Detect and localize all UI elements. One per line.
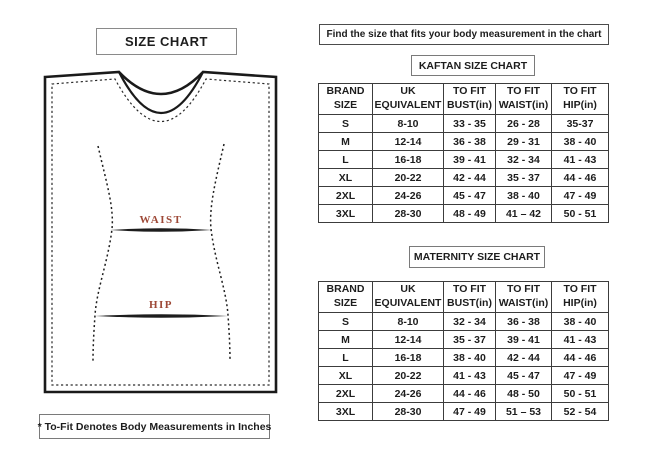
column-header-line: UK xyxy=(400,283,416,296)
table-cell: 35-37 xyxy=(552,115,609,133)
table-cell: 41 - 43 xyxy=(552,151,609,169)
table-cell: 52 - 54 xyxy=(552,403,609,421)
table-cell: L xyxy=(319,151,373,169)
table-cell: 44 - 46 xyxy=(552,169,609,187)
table-cell: 8-10 xyxy=(373,115,444,133)
table-cell: 26 - 28 xyxy=(496,115,552,133)
table-cell: 48 - 50 xyxy=(496,385,552,403)
column-header-line: HIP(in) xyxy=(563,297,597,309)
table-cell: 38 - 40 xyxy=(552,133,609,151)
table-cell: 42 - 44 xyxy=(496,349,552,367)
table-cell: 50 - 51 xyxy=(552,385,609,403)
column-header-line: WAIST(in) xyxy=(498,297,549,309)
body-silhouette-right xyxy=(211,144,230,361)
table-cell: L xyxy=(319,349,373,367)
table-cell: XL xyxy=(319,169,373,187)
table-cell: 20-22 xyxy=(373,367,444,385)
column-header xyxy=(496,282,552,313)
table-cell: 29 - 31 xyxy=(496,133,552,151)
size-chart-title-box xyxy=(96,28,237,55)
table-cell: M xyxy=(319,331,373,349)
body-silhouette-left xyxy=(93,146,112,361)
column-header xyxy=(373,84,444,115)
table-cell: 2XL xyxy=(319,187,373,205)
table-cell: 36 - 38 xyxy=(444,133,496,151)
column-header xyxy=(319,282,373,313)
column-header-line: TO FIT xyxy=(563,85,597,98)
table-cell: S xyxy=(319,115,373,133)
table-row xyxy=(319,385,609,403)
column-header-line: BUST(in) xyxy=(447,99,492,111)
table-cell: 51 – 53 xyxy=(496,403,552,421)
table-cell: 28-30 xyxy=(373,205,444,223)
table-cell: 12-14 xyxy=(373,133,444,151)
table-cell: 35 - 37 xyxy=(444,331,496,349)
instruction-box xyxy=(319,24,609,45)
table-cell: 42 - 44 xyxy=(444,169,496,187)
header-row xyxy=(319,84,609,115)
table-cell: 32 - 34 xyxy=(496,151,552,169)
maternity-size-table xyxy=(318,281,609,421)
garment-outline xyxy=(45,72,276,392)
footnote-box xyxy=(39,414,270,439)
table-cell: 48 - 49 xyxy=(444,205,496,223)
table-cell: 44 - 46 xyxy=(444,385,496,403)
size-chart-title: SIZE CHART xyxy=(125,34,208,49)
table-row xyxy=(319,151,609,169)
maternity-chart-title-box xyxy=(409,246,545,268)
column-header-line: WAIST(in) xyxy=(498,99,549,111)
inner-stitch-line xyxy=(52,79,269,385)
column-header-line: EQUIVALENT xyxy=(374,99,442,111)
table-cell: 12-14 xyxy=(373,331,444,349)
table-cell: 38 - 40 xyxy=(496,187,552,205)
column-header-line: BRAND xyxy=(326,283,365,296)
table-row xyxy=(319,349,609,367)
column-header xyxy=(552,84,609,115)
column-header xyxy=(444,282,496,313)
table-cell: 3XL xyxy=(319,205,373,223)
table-row xyxy=(319,205,609,223)
kaftan-chart-title: KAFTAN SIZE CHART xyxy=(418,59,528,72)
waist-line xyxy=(110,228,212,231)
kaftan-size-table xyxy=(318,83,609,223)
column-header-line: BUST(in) xyxy=(447,297,492,309)
table-cell: 41 – 42 xyxy=(496,205,552,223)
table-row xyxy=(319,169,609,187)
table-cell: 41 - 43 xyxy=(552,331,609,349)
column-header-line: TO FIT xyxy=(506,283,541,296)
table-row xyxy=(319,313,609,331)
hip-label: HIP xyxy=(148,299,174,311)
table-cell: 28-30 xyxy=(373,403,444,421)
column-header-line: HIP(in) xyxy=(563,99,597,111)
column-header xyxy=(444,84,496,115)
instruction-text: Find the size that fits your body measurement in the chart xyxy=(326,29,602,40)
table-cell: 45 - 47 xyxy=(444,187,496,205)
column-header xyxy=(552,282,609,313)
front-neckline xyxy=(119,72,203,113)
waist-label: WAIST xyxy=(139,214,183,226)
column-header xyxy=(496,84,552,115)
table-row xyxy=(319,331,609,349)
table-cell: 20-22 xyxy=(373,169,444,187)
table-cell: 16-18 xyxy=(373,349,444,367)
hip-line xyxy=(95,314,228,317)
table-cell: 39 - 41 xyxy=(444,151,496,169)
table-cell: 38 - 40 xyxy=(552,313,609,331)
kaftan-garment-diagram xyxy=(38,64,282,400)
column-header-line: SIZE xyxy=(333,297,358,309)
column-header-line: TO FIT xyxy=(452,85,487,98)
table-cell: 8-10 xyxy=(373,313,444,331)
column-header-line: SIZE xyxy=(333,99,358,111)
table-row xyxy=(319,115,609,133)
table-cell: S xyxy=(319,313,373,331)
table-cell: 35 - 37 xyxy=(496,169,552,187)
table-cell: 50 - 51 xyxy=(552,205,609,223)
column-header-line: UK xyxy=(400,85,416,98)
table-cell: 24-26 xyxy=(373,187,444,205)
table-cell: 41 - 43 xyxy=(444,367,496,385)
table-cell: 2XL xyxy=(319,385,373,403)
column-header-line: TO FIT xyxy=(563,283,597,296)
table-cell: 45 - 47 xyxy=(496,367,552,385)
table-cell: M xyxy=(319,133,373,151)
column-header-line: BRAND xyxy=(326,85,365,98)
table-cell: 47 - 49 xyxy=(552,187,609,205)
table-row xyxy=(319,403,609,421)
column-header-line: TO FIT xyxy=(506,85,541,98)
table-row xyxy=(319,367,609,385)
table-row xyxy=(319,133,609,151)
table-cell: XL xyxy=(319,367,373,385)
column-header-line: TO FIT xyxy=(452,283,487,296)
table-cell: 36 - 38 xyxy=(496,313,552,331)
kaftan-chart-title-box xyxy=(411,55,535,76)
table-cell: 33 - 35 xyxy=(444,115,496,133)
table-cell: 32 - 34 xyxy=(444,313,496,331)
maternity-chart-title: MATERNITY SIZE CHART xyxy=(413,251,541,263)
table-cell: 24-26 xyxy=(373,385,444,403)
table-cell: 39 - 41 xyxy=(496,331,552,349)
table-cell: 47 - 49 xyxy=(552,367,609,385)
column-header xyxy=(319,84,373,115)
header-row xyxy=(319,282,609,313)
table-row xyxy=(319,187,609,205)
table-cell: 3XL xyxy=(319,403,373,421)
footnote-text: * To-Fit Denotes Body Measurements in Inches xyxy=(37,420,272,433)
column-header xyxy=(373,282,444,313)
table-cell: 44 - 46 xyxy=(552,349,609,367)
table-cell: 16-18 xyxy=(373,151,444,169)
table-cell: 47 - 49 xyxy=(444,403,496,421)
column-header-line: EQUIVALENT xyxy=(374,297,442,309)
table-cell: 38 - 40 xyxy=(444,349,496,367)
